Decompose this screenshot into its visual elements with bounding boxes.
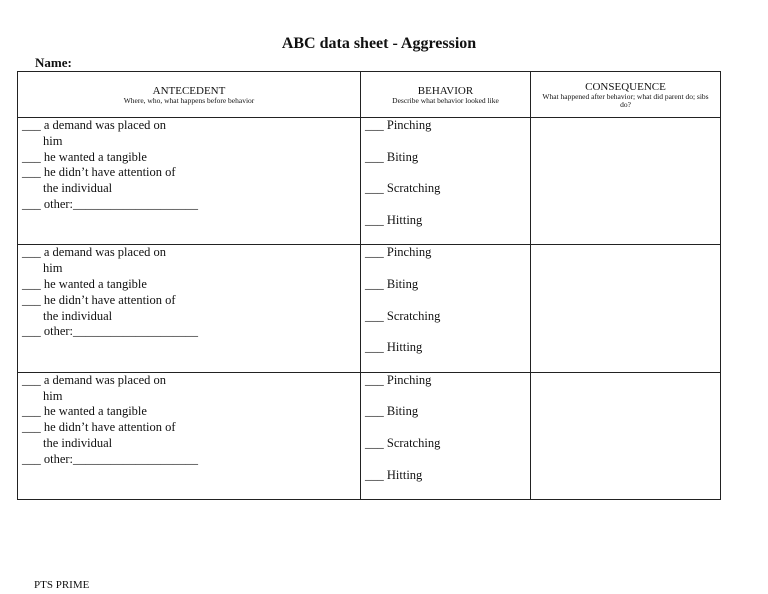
antecedent-option-attention-cont: the individual (43, 308, 113, 323)
antecedent-header-title: ANTECEDENT (152, 84, 226, 97)
behavior-option-scratching[interactable]: ___ Scratching (365, 435, 441, 450)
behavior-option-biting[interactable]: ___ Biting (365, 276, 419, 291)
table-header-row (18, 72, 721, 118)
antecedent-option-other[interactable]: ___ other:____________________ (22, 324, 199, 339)
table-row (18, 245, 721, 372)
antecedent-option-demand-cont: him (43, 261, 63, 276)
consequence-cell[interactable] (531, 118, 721, 245)
antecedent-option-attention[interactable]: ___ he didn’t have attention of (22, 165, 176, 180)
antecedent-option-demand[interactable]: ___ a demand was placed on (22, 118, 167, 132)
table-row (18, 372, 721, 499)
behavior-header-title: BEHAVIOR (417, 84, 474, 97)
antecedent-option-attention[interactable]: ___ he didn’t have attention of (22, 292, 176, 307)
antecedent-option-attention-cont: the individual (43, 435, 113, 450)
antecedent-cell[interactable] (18, 118, 361, 245)
footer-text: PTS PRIME (34, 579, 90, 591)
page-title: ABC data sheet - Aggression (281, 35, 477, 52)
antecedent-option-tangible[interactable]: ___ he wanted a tangible (22, 149, 147, 164)
antecedent-option-other[interactable]: ___ other:____________________ (22, 451, 199, 466)
behavior-header (361, 72, 531, 118)
behavior-cell[interactable] (361, 372, 531, 499)
behavior-option-scratching[interactable]: ___ Scratching (365, 181, 441, 196)
behavior-option-hitting[interactable]: ___ Hitting (365, 212, 423, 227)
antecedent-option-demand-cont: him (43, 133, 63, 148)
behavior-option-biting[interactable]: ___ Biting (365, 149, 419, 164)
behavior-header-subtitle: Describe what behavior looked like (392, 95, 499, 105)
antecedent-header-subtitle: Where, who, what happens before behavior (123, 95, 255, 105)
consequence-header-subtitle: What happened after behavior; what did parent do; sibs do? (542, 91, 709, 109)
behavior-option-pinching[interactable]: ___ Pinching (365, 245, 432, 260)
consequence-header-title: CONSEQUENCE (585, 80, 666, 93)
behavior-option-hitting[interactable]: ___ Hitting (365, 467, 423, 482)
antecedent-option-tangible[interactable]: ___ he wanted a tangible (22, 404, 147, 419)
antecedent-option-demand-cont: him (43, 388, 63, 403)
behavior-cell[interactable] (361, 118, 531, 245)
abc-data-table (17, 71, 721, 500)
antecedent-option-demand[interactable]: ___ a demand was placed on (22, 372, 167, 387)
antecedent-header (18, 72, 361, 118)
behavior-option-pinching[interactable]: ___ Pinching (365, 118, 432, 132)
antecedent-cell[interactable] (18, 372, 361, 499)
behavior-option-scratching[interactable]: ___ Scratching (365, 308, 441, 323)
behavior-option-biting[interactable]: ___ Biting (365, 404, 419, 419)
antecedent-cell[interactable] (18, 245, 361, 372)
behavior-cell[interactable] (361, 245, 531, 372)
table-row (18, 118, 721, 245)
consequence-header (531, 72, 721, 118)
antecedent-option-attention-cont: the individual (43, 181, 113, 196)
behavior-option-hitting[interactable]: ___ Hitting (365, 340, 423, 355)
consequence-cell[interactable] (531, 372, 721, 499)
antecedent-option-tangible[interactable]: ___ he wanted a tangible (22, 276, 147, 291)
antecedent-option-demand[interactable]: ___ a demand was placed on (22, 245, 167, 260)
antecedent-option-attention[interactable]: ___ he didn’t have attention of (22, 420, 176, 435)
behavior-option-pinching[interactable]: ___ Pinching (365, 372, 432, 387)
antecedent-option-other[interactable]: ___ other:____________________ (22, 196, 199, 211)
name-label: Name: (35, 55, 72, 70)
consequence-cell[interactable] (531, 245, 721, 372)
